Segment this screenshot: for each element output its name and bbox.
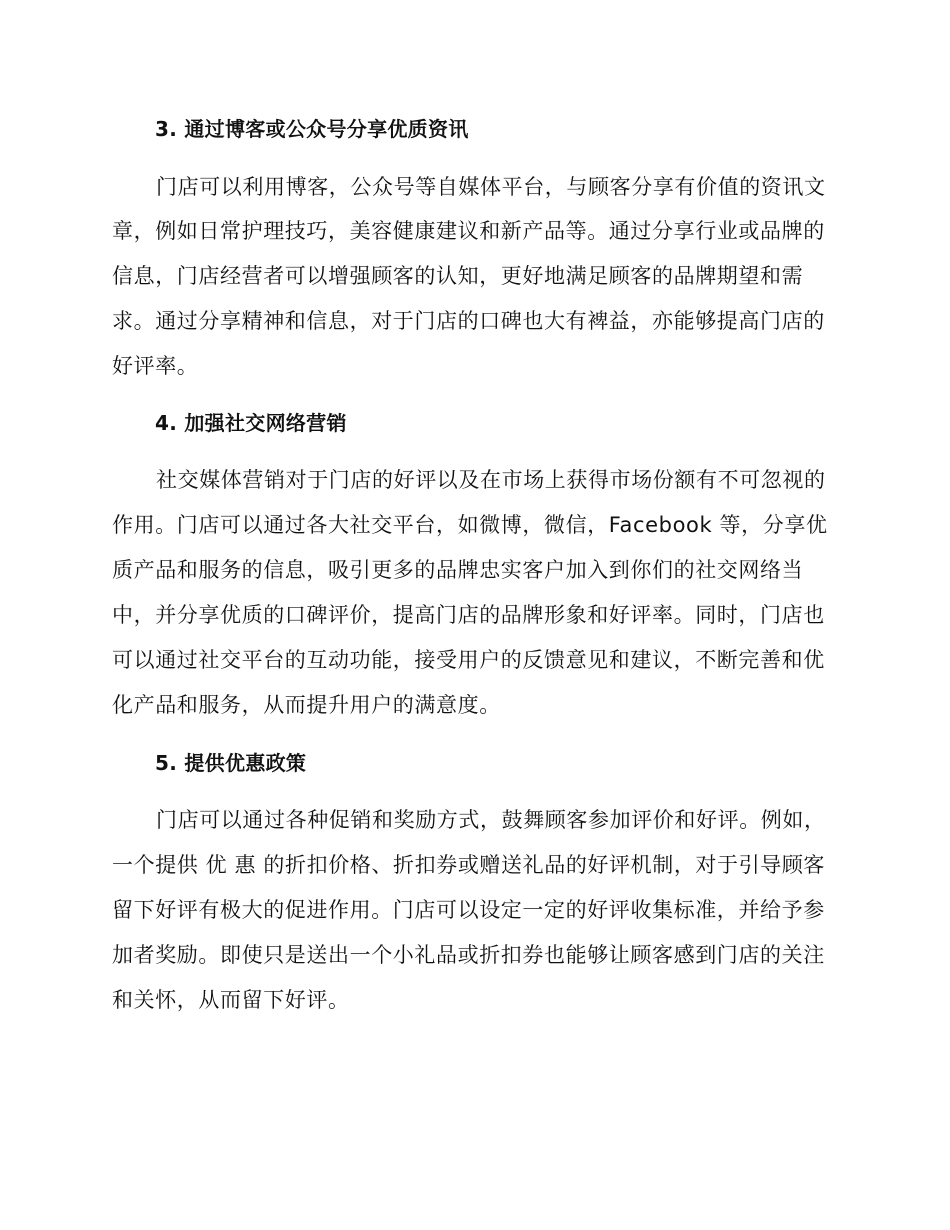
section-4-line-2: 作用。门店可以通过各大社交平台，如微博，微信，Facebook 等，分享优 [112,513,828,537]
section-4-line-4: 中，并分享优质的口碑评价，提高门店的品牌形象和好评率。同时，门店也 [112,603,825,627]
section-4-line-3: 质产品和服务的信息，吸引更多的品牌忠实客户加入到你们的社交网络当 [112,558,804,582]
section-4-heading: 4. 加强社交网络营销 [155,411,347,435]
section-4-line-5: 可以通过社交平台的互动功能，接受用户的反馈意见和建议，不断完善和优 [112,648,825,672]
section-3-line-2: 章，例如日常护理技巧，美容健康建议和新产品等。通过分享行业或品牌的 [112,219,825,243]
section-4-line-1: 社交媒体营销对于门店的好评以及在市场上获得市场份额有不可忽视的 [156,468,826,492]
section-5-line-2: 一个提供 优 惠 的折扣价格、折扣券或赠送礼品的好评机制，对于引导顾客 [112,853,826,877]
section-3-heading: 3. 通过博客或公众号分享优质资讯 [155,117,469,141]
section-5-line-5: 和关怀，从而留下好评。 [112,988,350,1012]
section-3-line-5: 好评率。 [112,354,199,378]
section-5-line-1: 门店可以通过各种促销和奖励方式，鼓舞顾客参加评价和好评。例如， [156,808,826,832]
section-5-heading: 5. 提供优惠政策 [155,751,307,775]
section-5-line-3: 留下好评有极大的促进作用。门店可以设定一定的好评收集标准，并给予参 [112,898,825,922]
section-4-line-6: 化产品和服务，从而提升用户的满意度。 [112,693,501,717]
section-3-line-3: 信息，门店经营者可以增强顾客的认知，更好地满足顾客的品牌期望和需 [112,264,804,288]
section-3-line-4: 求。通过分享精神和信息，对于门店的口碑也大有裨益，亦能够提高门店的 [112,309,825,333]
section-5-line-4: 加者奖励。即使只是送出一个小礼品或折扣券也能够让顾客感到门店的关注 [112,943,825,967]
section-3-line-1: 门店可以利用博客，公众号等自媒体平台，与顾客分享有价值的资讯文 [156,175,826,199]
